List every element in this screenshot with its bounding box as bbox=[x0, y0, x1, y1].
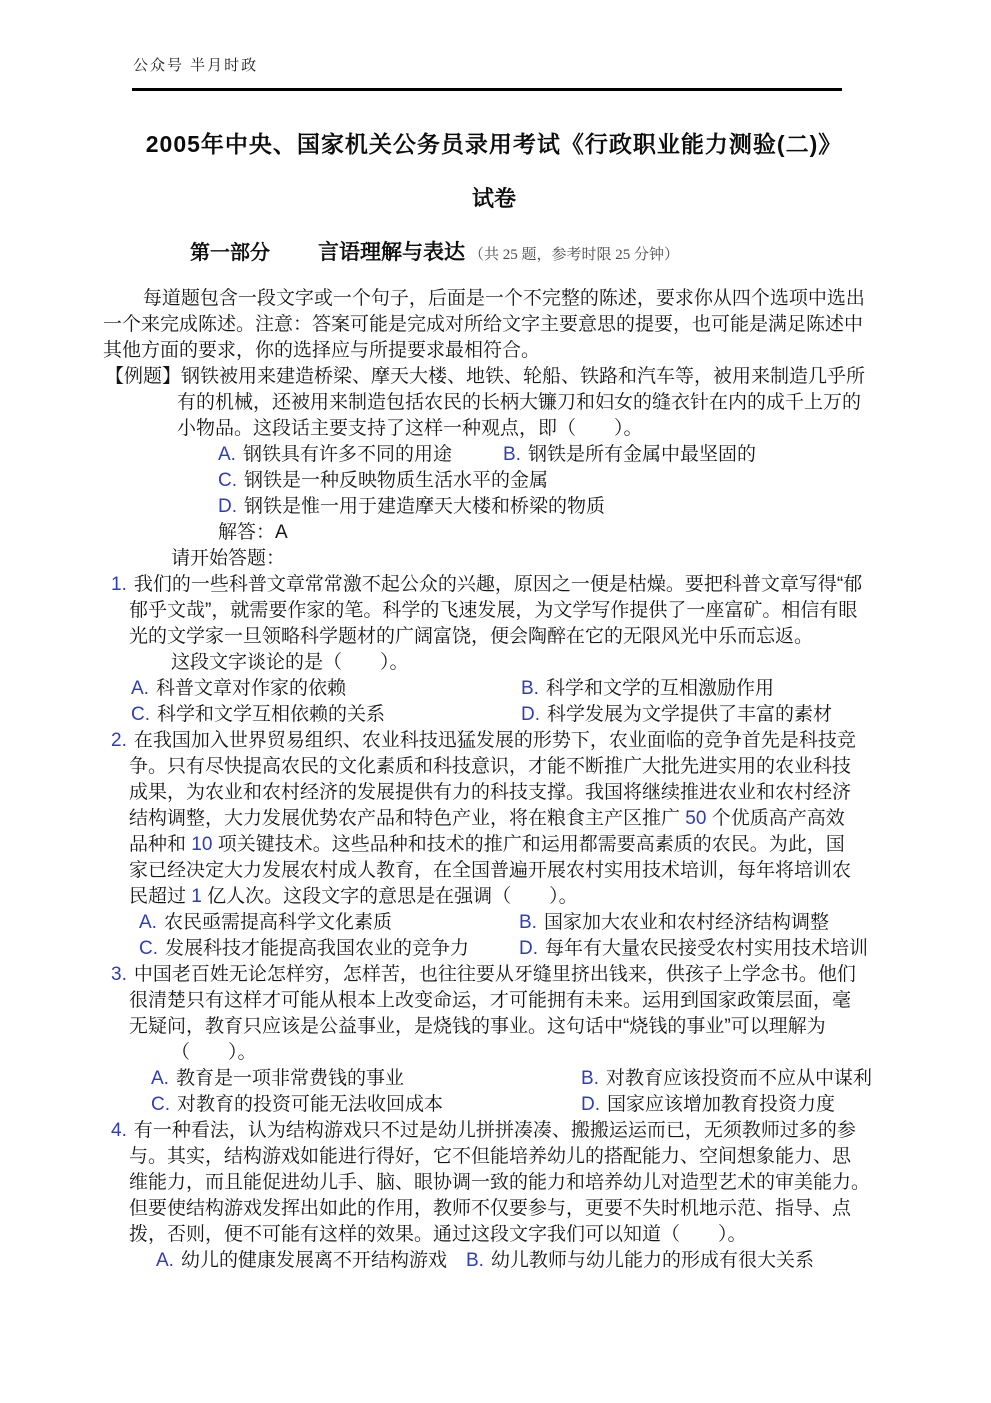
header-divider bbox=[132, 88, 842, 91]
option-b bbox=[521, 676, 774, 702]
option-letter: B. bbox=[581, 1068, 599, 1089]
question-number: 3. bbox=[111, 964, 127, 985]
option-a bbox=[131, 676, 521, 702]
example-option-b bbox=[503, 442, 756, 468]
option-letter: D. bbox=[218, 496, 237, 517]
option-letter: C. bbox=[139, 938, 158, 959]
option-b bbox=[581, 1066, 872, 1092]
option-text: 国家应该增加教育投资力度 bbox=[607, 1094, 836, 1115]
question-line: 家已经决定大力发展农村成人教育，在全国普遍开展农村实用技术培训，每年将培训农 bbox=[129, 860, 852, 881]
option-text: 国家加大农业和农村经济结构调整 bbox=[543, 912, 829, 933]
option-a bbox=[156, 1248, 466, 1274]
option-d bbox=[521, 702, 832, 728]
option-letter: A. bbox=[218, 444, 236, 465]
option-d bbox=[581, 1092, 835, 1118]
option-letter: A. bbox=[139, 912, 157, 933]
option-text: 对教育的投资可能无法收回成本 bbox=[177, 1094, 444, 1115]
option-text: 钢铁具有许多不同的用途 bbox=[242, 444, 452, 465]
option-letter: B. bbox=[466, 1250, 484, 1271]
document-body bbox=[103, 130, 885, 1274]
example-text: 钢铁被用来建造桥梁、摩天大楼、地铁、轮船、铁路和汽车等，被用来制造几乎所 bbox=[181, 366, 866, 387]
instructions-line: 每道题包含一段文字或一个句子，后面是一个不完整的陈述，要求你从四个选项中选出 bbox=[142, 288, 865, 309]
option-letter: C. bbox=[218, 470, 237, 491]
question-1 bbox=[111, 572, 885, 728]
option-row bbox=[131, 676, 885, 702]
option-b bbox=[466, 1248, 814, 1274]
question-line: 结构调整，大力发展优势农产品和特色产业，将在粮食主产区推广 50 个优质高产高效 bbox=[129, 808, 845, 829]
section-heading bbox=[103, 238, 885, 270]
option-a bbox=[139, 910, 519, 936]
option-text: 科普文章对作家的依赖 bbox=[155, 678, 346, 699]
example-option-d bbox=[103, 494, 885, 520]
option-letter: C. bbox=[151, 1094, 170, 1115]
option-text: 发展科技才能提高我国农业的竞争力 bbox=[165, 938, 470, 959]
question-line: 维能力，而且能促进幼儿手、脑、眼协调一致的能力和培养幼儿对造型艺术的审美能力。 bbox=[129, 1172, 871, 1193]
option-row bbox=[151, 1092, 885, 1118]
option-text: 对教育应该投资而不应从中谋利 bbox=[605, 1068, 872, 1089]
option-c bbox=[131, 702, 521, 728]
option-text: 科学和文学互相依赖的关系 bbox=[157, 704, 386, 725]
question-text: 中国老百姓无论怎样穷，怎样苦，也往往要从牙缝里挤出钱来，供孩子上学念书。他们 bbox=[133, 964, 856, 985]
option-letter: D. bbox=[519, 938, 538, 959]
question-number: 2. bbox=[111, 730, 127, 751]
section-part-title: 言语理解与表达 bbox=[318, 241, 465, 264]
instructions-paragraph bbox=[103, 286, 885, 364]
question-4 bbox=[111, 1118, 885, 1274]
question-line: 无疑问，教育只应该是公益事业，是烧钱的事业。这句话中“烧钱的事业”可以理解为 bbox=[129, 1016, 826, 1037]
question-line: 很清楚只有这样才可能从根本上改变命运，才可能拥有未来。运用到国家政策层面，毫 bbox=[129, 990, 852, 1011]
option-b bbox=[519, 910, 829, 936]
option-row bbox=[139, 936, 885, 962]
page-title: 2005年中央、国家机关公务员录用考试《行政职业能力测验(二)》 bbox=[145, 131, 843, 157]
watermark-text: 公众号 半月时政 bbox=[133, 57, 259, 74]
section-part-label: 第一部分 bbox=[190, 242, 270, 264]
instructions-line: 其他方面的要求，你的选择应与所提要求最相符合。 bbox=[103, 340, 541, 361]
option-a bbox=[151, 1066, 581, 1092]
option-text: 幼儿的健康发展离不开结构游戏 bbox=[180, 1250, 447, 1271]
question-line bbox=[111, 962, 885, 988]
example-option-c bbox=[103, 468, 885, 494]
question-number: 1. bbox=[111, 574, 127, 595]
document-text bbox=[103, 286, 885, 1274]
question-ask-line: 这段文字谈论的是（ ）。 bbox=[171, 652, 409, 673]
option-text: 每年有大量农民接受农村实用技术培训 bbox=[545, 938, 869, 959]
question-ask-line: （ ）。 bbox=[171, 1042, 257, 1063]
question-line: 品种和 10 项关键技术。这些品种和技术的推广和运用都需要高素质的农民。为此，国 bbox=[129, 834, 845, 855]
question-line: 郁乎文哉”，就需要作家的笔。科学的飞速发展，为文学写作提供了一座富矿。相信有眼 bbox=[129, 600, 858, 621]
question-line: 成果，为农业和农村经济的发展提供有力的科技支撑。我国将继续推进农业和农村经济 bbox=[129, 782, 852, 803]
option-row bbox=[131, 702, 885, 728]
option-c bbox=[151, 1092, 581, 1118]
begin-prompt: 请开始答题： bbox=[171, 548, 286, 569]
question-line: 与。其实，结构游戏如能进行得好，它不但能培养幼儿的搭配能力、空间想象能力、思 bbox=[129, 1146, 852, 1167]
option-d bbox=[519, 936, 868, 962]
option-row bbox=[156, 1248, 885, 1274]
question-text: 有一种看法，认为结构游戏只不过是幼儿拼拼凑凑、搬搬运运而已，无须教师过多的参 bbox=[133, 1120, 856, 1141]
question-line: 民超过 1 亿人次。这段文字的意思是在强调（ ）。 bbox=[129, 886, 578, 907]
option-text: 教育是一项非常费钱的事业 bbox=[175, 1068, 404, 1089]
option-letter: D. bbox=[521, 704, 540, 725]
option-letter: C. bbox=[131, 704, 150, 725]
example-label: 【例题】 bbox=[105, 366, 182, 387]
instructions-line: 一个来完成陈述。注意：答案可能是完成对所给文字主要意思的提要，也可能是满足陈述中 bbox=[103, 314, 864, 335]
option-letter: B. bbox=[521, 678, 539, 699]
question-line bbox=[111, 572, 885, 598]
example-line: 小物品。这段话主要支持了这样一种观点，即（ ）。 bbox=[177, 418, 643, 439]
question-line bbox=[111, 728, 885, 754]
question-2 bbox=[111, 728, 885, 962]
option-row bbox=[151, 1066, 885, 1092]
example-option-row bbox=[103, 442, 885, 468]
section-part-note: （共 25 题，参考时限 25 分钟） bbox=[469, 247, 680, 263]
option-text: 科学和文学的互相激励作用 bbox=[545, 678, 774, 699]
question-text: 在我国加入世界贸易组织、农业科技迅猛发展的形势下，农业面临的竞争首先是科技竞 bbox=[133, 730, 856, 751]
example-line: 有的机械，还被用来制造包括农民的长柄大镰刀和妇女的缝衣针在内的成千上万的 bbox=[177, 392, 862, 413]
option-text: 钢铁是一种反映物质生活水平的金属 bbox=[244, 470, 549, 491]
option-text: 钢铁是所有金属中最坚固的 bbox=[527, 444, 756, 465]
question-text: 我们的一些科普文章常常激不起公众的兴趣，原因之一便是枯燥。要把科普文章写得“郁 bbox=[133, 574, 863, 595]
question-3 bbox=[111, 962, 885, 1118]
example-line bbox=[103, 364, 885, 390]
question-line: 光的文学家一旦领略科学题材的广阔富饶，便会陶醉在它的无限风光中乐而忘返。 bbox=[129, 626, 814, 647]
option-c bbox=[139, 936, 519, 962]
option-text: 科学发展为文学提供了丰富的素材 bbox=[547, 704, 833, 725]
question-line: 争。只有尽快提高农民的文化素质和科技意识，才能不断推广大批先进实用的农业科技 bbox=[129, 756, 852, 777]
option-row bbox=[139, 910, 885, 936]
question-number: 4. bbox=[111, 1120, 127, 1141]
option-text: 幼儿教师与幼儿能力的形成有很大关系 bbox=[490, 1250, 814, 1271]
example-option-a bbox=[218, 442, 503, 468]
option-letter: A. bbox=[151, 1068, 169, 1089]
example-answer: 解答：A bbox=[218, 522, 288, 543]
option-letter: A. bbox=[156, 1250, 174, 1271]
example-block bbox=[103, 364, 885, 572]
option-letter: A. bbox=[131, 678, 149, 699]
question-line: 但要使结构游戏发挥出如此的作用，教师不仅要参与，更要不失时机地示范、指导、点 bbox=[129, 1198, 852, 1219]
option-letter: D. bbox=[581, 1094, 600, 1115]
question-line bbox=[111, 1118, 885, 1144]
option-text: 钢铁是惟一用于建造摩天大楼和桥梁的物质 bbox=[244, 496, 606, 517]
option-letter: B. bbox=[503, 444, 521, 465]
option-text: 农民亟需提高科学文化素质 bbox=[163, 912, 392, 933]
option-letter: B. bbox=[519, 912, 537, 933]
page-subtitle: 试卷 bbox=[471, 186, 516, 211]
question-line: 拨，否则，便不可能有这样的效果。通过这段文字我们可以知道（ ）。 bbox=[129, 1224, 747, 1245]
